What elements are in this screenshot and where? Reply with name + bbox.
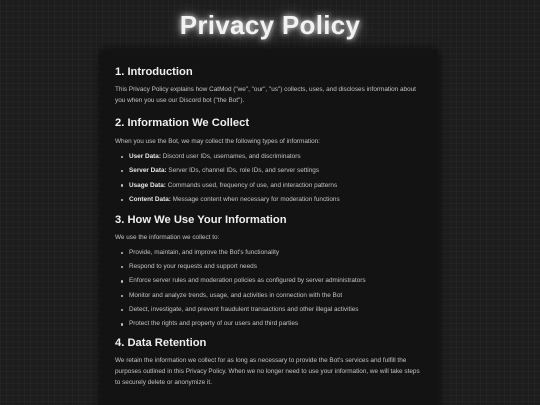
section-paragraph: We retain the information we collect for as long as necessary to provide the Bot's services and fulfill the purposes outlined in this Privacy Policy. When we no longer need to use your information, we will take steps to securely delete or anonymize it.: [115, 357, 420, 387]
section-information-we-collect: [115, 116, 424, 204]
list-item-term: Usage Data:: [129, 181, 166, 189]
section-data-retention: [115, 336, 424, 388]
section-paragraph: We use the information we collect to:: [115, 233, 220, 241]
list-item: [129, 196, 424, 204]
policy-card[interactable]: [101, 50, 438, 405]
list-item-term: Server Data:: [129, 167, 167, 175]
section-paragraph: This Privacy Policy explains how CatMod ("we", "our", "us") collects, uses, and discloses information about you when you use our Discord bot ("the Bot").: [115, 86, 416, 104]
list-item: [129, 167, 424, 175]
list-item-text: Server IDs, channel IDs, role IDs, and server settings: [166, 167, 320, 175]
list-item: [129, 182, 424, 190]
list-item: Monitor and analyze trends, usage, and activities in connection with the Bot: [129, 292, 424, 300]
list-item: Protect the rights and property of our users and third parties: [129, 320, 424, 328]
list-item: Provide, maintain, and improve the Bot's functionality: [129, 249, 424, 257]
list-item-text: Message content when necessary for moderation functions: [170, 195, 340, 203]
list-item: Enforce server rules and moderation policies as configured by server administrators: [129, 277, 424, 285]
section-how-we-use: [115, 213, 424, 328]
list-item: [129, 153, 424, 161]
page-title: Privacy Policy: [179, 10, 361, 40]
list-item: Detect, investigate, and prevent fraudulent transactions and other illegal activities: [129, 306, 424, 314]
section-heading: 3. How We Use Your Information: [115, 213, 287, 226]
list-item-term: Content Data:: [129, 195, 171, 203]
policy-content: [101, 50, 438, 388]
list-item-term: User Data:: [129, 153, 161, 160]
list-item-text: Discord user IDs, usernames, and discriminators: [160, 153, 301, 160]
collected-data-list: [115, 153, 424, 204]
section-paragraph: When you use the Bot, we may collect the following types of information:: [115, 138, 320, 145]
section-heading: 4. Data Retention: [115, 337, 207, 350]
list-item: Respond to your requests and support needs: [129, 263, 424, 271]
section-heading: 2. Information We Collect: [115, 117, 250, 129]
list-item-text: Commands used, frequency of use, and interaction patterns: [165, 181, 338, 189]
usage-list: [115, 249, 424, 328]
section-introduction: [115, 65, 424, 106]
section-heading: 1. Introduction: [115, 66, 193, 78]
